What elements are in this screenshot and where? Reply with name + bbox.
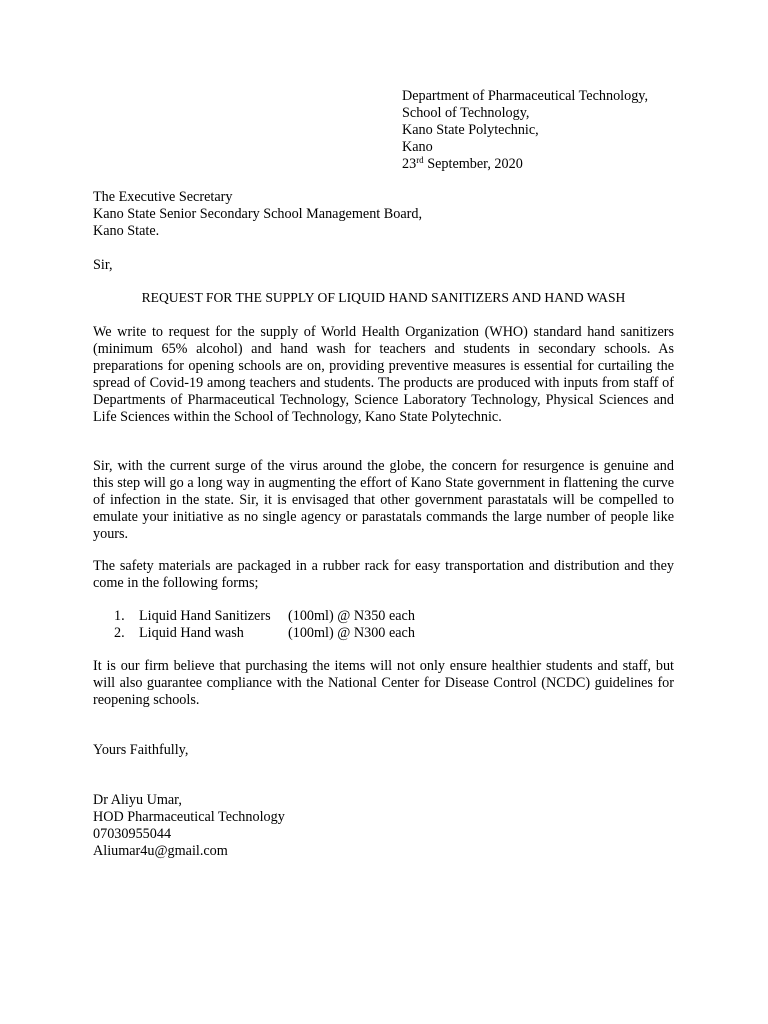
body-paragraph-request: We write to request for the supply of World Health Organization (WHO) standard hand sanitizers (minimum 65% alcohol) and hand wash for teachers and students in secondary schools. As preparations for opening schools are on, providing preventive measures is essential for curtailing the spread of Covid-19 among teachers and students. The products are produced with inputs from staff of Departments of Pharmaceutical Technology, Science Laboratory Technology, Physical Sciences and Life Sciences within the School of Technology, Kano State Polytechnic.	[93, 324, 674, 425]
date-day: 23	[402, 155, 417, 172]
closing: Yours Faithfully,	[93, 742, 189, 758]
list-item-number: 2.	[114, 624, 125, 641]
recipient-address	[93, 189, 693, 240]
sender-institution: Kano State Polytechnic,	[402, 121, 539, 138]
list-item	[114, 608, 614, 625]
sender-address	[402, 88, 732, 173]
signatory-name: Dr Aliyu Umar,	[93, 792, 182, 808]
body-paragraph-packaging: The safety materials are packaged in a rubber rack for easy transportation and distribution and they come in the following forms;	[93, 558, 674, 591]
sender-city: Kano	[402, 138, 433, 155]
signatory-phone: 07030955044	[93, 825, 172, 842]
letter-subject: REQUEST FOR THE SUPPLY OF LIQUID HAND SANITIZERS AND HAND WASH	[141, 290, 626, 305]
list-item-detail: (100ml) @ N300 each	[288, 624, 415, 641]
list-item	[114, 625, 614, 642]
list-item-name: Liquid Hand Sanitizers	[139, 608, 271, 624]
letter-date	[402, 156, 732, 173]
date-suffix: rd	[416, 154, 424, 165]
recipient-state: Kano State.	[93, 222, 160, 239]
recipient-title: The Executive Secretary	[93, 189, 233, 205]
signatory-email: Aliumar4u@gmail.com	[93, 842, 228, 859]
body-paragraph-conclusion: It is our firm believe that purchasing the items will not only ensure healthier students and staff, but will also guarantee compliance with the National Center for Disease Control (NCDC) guidelines for reopening schools.	[93, 658, 674, 708]
signatory-title: HOD Pharmaceutical Technology	[93, 808, 285, 825]
list-item-number: 1.	[114, 608, 125, 624]
body-paragraph-justification: Sir, with the current surge of the virus around the globe, the concern for resurgence is genuine and this step will go a long way in augmenting the effort of Kano State government in flattening the curve of infection in the state. Sir, it is envisaged that other government parastatals will be compelled to emulate your initiative as no single agency or parastatals commands the large number of people like yours.	[93, 458, 674, 542]
sender-school: School of Technology,	[402, 104, 530, 121]
list-item-detail: (100ml) @ N350 each	[288, 608, 415, 624]
salutation: Sir,	[93, 257, 113, 273]
sender-department: Department of Pharmaceutical Technology,	[402, 88, 649, 104]
signature-block	[93, 792, 285, 860]
product-list	[114, 608, 614, 642]
recipient-organization: Kano State Senior Secondary School Management Board,	[93, 205, 422, 222]
date-month-year: September, 2020	[423, 155, 523, 172]
list-item-name: Liquid Hand wash	[139, 624, 244, 641]
